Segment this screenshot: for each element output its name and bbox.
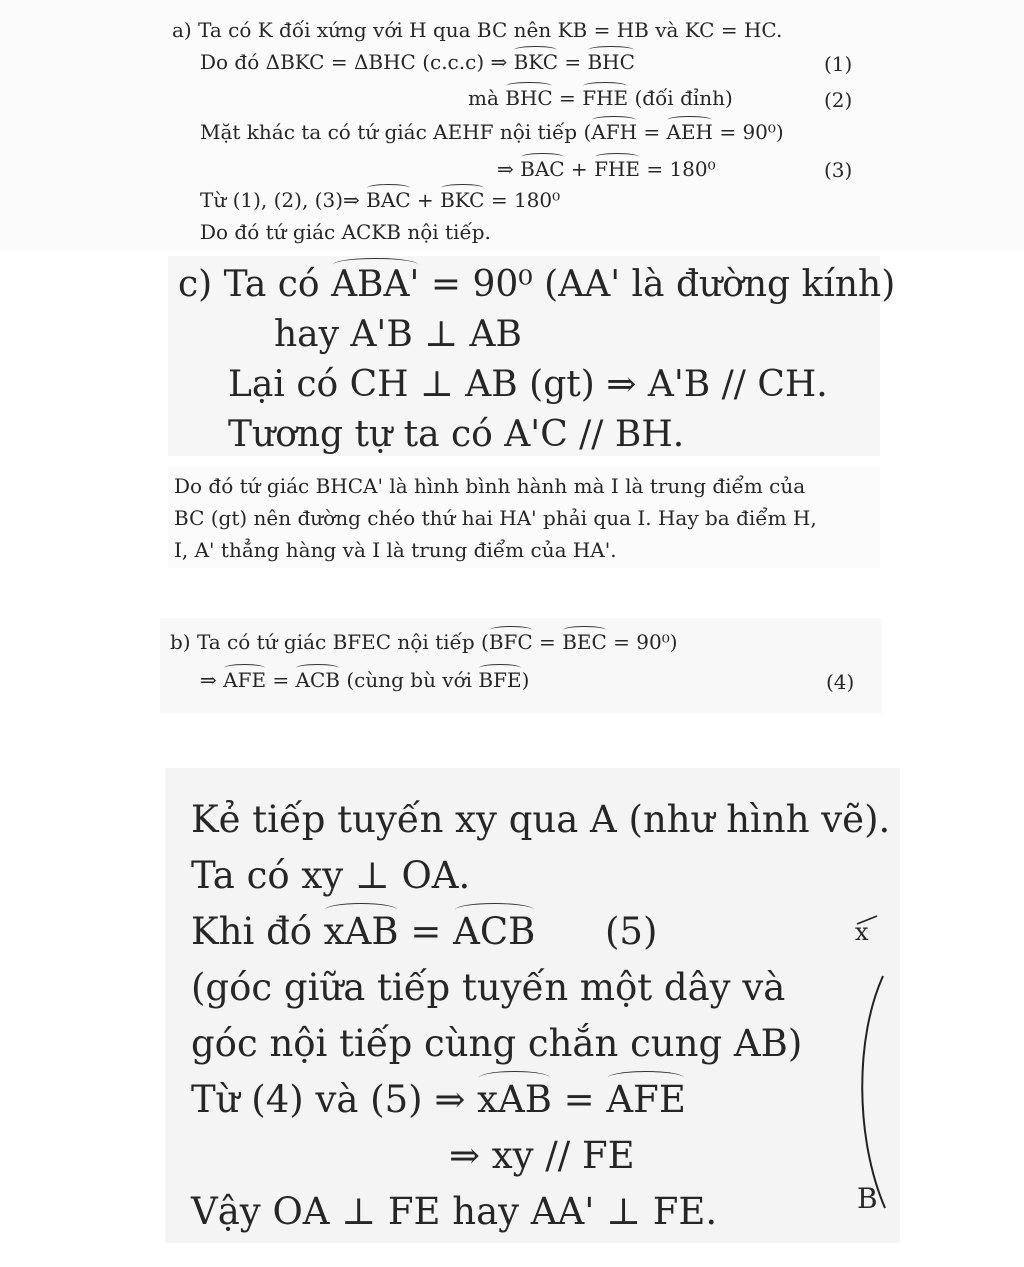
figure-label-x: x: [855, 918, 869, 946]
proof-part-c: [168, 256, 896, 456]
proof-part-a: [0, 0, 1024, 250]
eq-number-2: (2): [824, 88, 853, 112]
tangent-line-7: ⇒ xy // FE: [449, 1134, 635, 1177]
part-a-line-5: ⇒ BAC + FHE = 180⁰: [497, 157, 716, 181]
proof-part-b: [160, 618, 882, 713]
proof-tangent: [165, 768, 900, 1243]
part-a-line-7: Do đó tứ giác ACKB nội tiếp.: [200, 220, 491, 244]
part-a-line-1: a) Ta có K đối xứng với H qua BC nên KB = HB và KC = HC.: [172, 18, 783, 42]
part-a-line-2: Do đó ΔBKC = ΔBHC (c.c.c) ⇒ BKC = BHC: [200, 50, 635, 74]
tangent-line-1: Kẻ tiếp tuyến xy qua A (như hình vẽ).: [191, 798, 891, 841]
part-c-para-line-3: I, A' thẳng hàng và I là trung điểm của HA'.: [174, 538, 617, 562]
part-b-line-2: ⇒ AFE = ACB (cùng bù với BFE): [200, 668, 530, 692]
figure-label-b: B: [857, 1182, 878, 1215]
tangent-line-8: Vậy OA ⊥ FE hay AA' ⊥ FE.: [191, 1190, 718, 1233]
eq-number-4: (4): [826, 670, 855, 694]
part-a-line-6: Từ (1), (2), (3)⇒ BAC + BKC = 180⁰: [200, 188, 561, 212]
angle-bhc: BHC: [587, 50, 635, 74]
angle-xab: xAB: [323, 910, 399, 953]
part-c-line-4: Tương tự ta có A'C // BH.: [228, 414, 685, 455]
part-c-para-line-1: Do đó tứ giác BHCA' là hình bình hành mà I là trung điểm của: [174, 474, 806, 498]
circle-arc: [862, 976, 885, 1208]
part-a-line-3: mà BHC = FHE (đối đỉnh): [468, 86, 733, 110]
part-c-line-1: c) Ta có ABA' = 90⁰ (AA' là đường kính): [178, 264, 896, 305]
angle-aba: ABA': [331, 264, 420, 305]
tangent-line-2: Ta có xy ⊥ OA.: [191, 854, 471, 897]
eq-number-5: (5): [605, 910, 658, 953]
part-c-para-line-2: BC (gt) nên đường chéo thứ hai HA' phải qua I. Hay ba điểm H,: [174, 506, 817, 530]
tangent-line-4: (góc giữa tiếp tuyến một dây và: [191, 966, 786, 1009]
figure-circle-arc: [835, 908, 899, 1228]
eq-number-1: (1): [824, 52, 853, 76]
tangent-line-6: Từ (4) và (5) ⇒ xAB = AFE: [191, 1078, 686, 1121]
tangent-line-3: Khi đó xAB = ACB: [191, 910, 536, 953]
tangent-line-5: góc nội tiếp cùng chắn cung AB): [191, 1022, 803, 1065]
part-b-line-1: b) Ta có tứ giác BFEC nội tiếp (BFC = BEC = 90⁰): [170, 630, 678, 654]
part-a-line-4: Mặt khác ta có tứ giác AEHF nội tiếp (AFH = AEH = 90⁰): [200, 120, 784, 144]
angle-acb: ACB: [453, 910, 536, 953]
part-c-line-3: Lại có CH ⊥ AB (gt) ⇒ A'B // CH.: [228, 364, 828, 405]
eq-number-3: (3): [824, 158, 853, 182]
part-c-line-2: hay A'B ⊥ AB: [274, 314, 522, 355]
angle-bkc: BKC: [513, 50, 558, 74]
proof-part-c-paragraph: [168, 466, 880, 568]
